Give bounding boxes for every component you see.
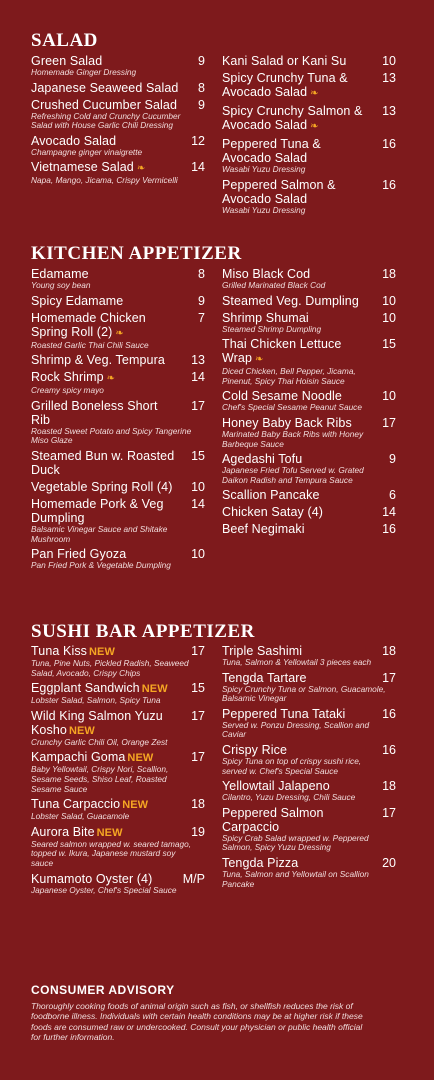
chili-pepper-icon: ❧ [136, 163, 146, 175]
menu-item-description: Homemade Ginger Dressing [31, 67, 137, 77]
menu-item-name-line [222, 743, 396, 757]
menu-item-price: 17 [191, 644, 205, 658]
menu-item-price: 15 [191, 448, 205, 463]
menu-item [31, 370, 205, 396]
menu-item-name-line [31, 311, 205, 341]
menu-item-name-line [31, 497, 205, 525]
menu-item-name-line [31, 81, 205, 95]
menu-item-name-line [222, 54, 396, 68]
menu-item-price: 8 [198, 80, 205, 95]
menu-item-name-line [222, 294, 396, 308]
kitchen-right-column [222, 267, 396, 539]
menu-item [222, 505, 396, 519]
new-badge: NEW [141, 683, 168, 696]
menu-item-name-line [31, 872, 205, 886]
menu-item-description: Crunchy Garlic Chili Oil, Orange Zest [31, 736, 168, 747]
menu-item-name: Shrimp & Veg. Tempura [31, 353, 165, 368]
menu-item-name-line [31, 54, 205, 68]
menu-item [31, 644, 205, 678]
menu-item-name: Chicken Satay (4) [222, 505, 324, 520]
menu-item [31, 294, 205, 308]
menu-item [31, 81, 205, 95]
menu-item-name: Steamed Veg. Dumpling [222, 293, 359, 308]
menu-item-description: Japanese Fried Tofu Served w. Grated Daikon Radish and Tempura Sauce [222, 465, 364, 485]
menu-item-description: Served w. Ponzu Dressing, Scallion and Caviar [222, 719, 370, 740]
menu-item-name-line [31, 449, 205, 477]
menu-item-name-line [222, 505, 396, 519]
menu-item-name: Rock Shrimp [31, 370, 104, 385]
menu-item-description: Chef's Special Sesame Peanut Sauce [222, 402, 362, 413]
menu-item-name: Miso Black Cod [222, 267, 311, 281]
menu-item-name: Peppered Tuna & Avocado Salad [222, 137, 321, 165]
menu-item-price: 17 [382, 670, 396, 685]
menu-item [222, 644, 396, 668]
chili-pepper-icon: ❧ [106, 373, 116, 385]
menu-item-price: 13 [382, 71, 396, 85]
menu-item-description: Refreshing Cold and Crunchy Cucumber Salad with House Garlic Chili Dressing [31, 110, 181, 131]
menu-item-price: 17 [191, 750, 205, 765]
menu-item-price: 7 [198, 310, 205, 325]
menu-item [222, 337, 396, 386]
menu-item [31, 547, 205, 571]
menu-item-price: 10 [191, 547, 205, 562]
menu-item-price: 16 [382, 177, 396, 192]
menu-item-name-line [222, 337, 396, 367]
menu-item-name-line [222, 389, 396, 403]
menu-item-description: Wasabi Yuzu Dressing [222, 204, 306, 215]
menu-item-price: 15 [382, 337, 396, 352]
menu-item-name: Tengda Pizza [222, 855, 299, 870]
menu-item-price: 9 [198, 97, 205, 112]
menu-item-name-line [31, 825, 205, 840]
menu-item-name: Wild King Salmon Yuzu Kosho [31, 708, 163, 737]
menu-item-price: 14 [191, 496, 205, 511]
menu-item [31, 134, 205, 158]
menu-item-name-line [222, 311, 396, 325]
menu-item [31, 497, 205, 544]
menu-item-name: Crushed Cucumber Salad [31, 97, 178, 112]
menu-item [31, 797, 205, 822]
menu-item-name: Vegetable Spring Roll (4) [31, 479, 173, 494]
menu-item [222, 311, 396, 335]
menu-item [31, 98, 205, 131]
menu-item-name: Edamame [31, 267, 89, 281]
menu-item-name: Scallion Pancake [222, 488, 320, 503]
menu-item-name: Peppered Salmon Carpaccio [222, 805, 324, 834]
menu-item-name: Cold Sesame Noodle [222, 389, 342, 404]
menu-item-description: Spicy Crab Salad wrapped w. Peppered Salmon, Spicy Yuzu Dressing [222, 832, 369, 853]
menu-item-name-line [31, 399, 205, 427]
menu-item-name-line [31, 797, 205, 812]
menu-item [31, 750, 205, 794]
menu-item-description: Seared salmon wrapped w. seared tamago, topped w. Ikura, Japanese mustard soy sauce [31, 838, 192, 868]
chili-pepper-icon: ❧ [115, 327, 124, 339]
menu-item-name: Avocado Salad [31, 133, 117, 148]
menu-item-description: Lobster Salad, Salmon, Spicy Tuna [31, 695, 161, 706]
menu-item [31, 353, 205, 367]
menu-item-name-line [31, 709, 205, 738]
menu-item-name: Eggplant Sandwich [31, 681, 140, 696]
menu-item-price: 17 [382, 805, 396, 820]
menu-item-description: Marinated Baby Back Ribs with Honey Barbeque Sauce [222, 428, 364, 449]
new-badge: NEW [89, 646, 115, 658]
menu-item-name: Triple Sashimi [222, 644, 303, 658]
sushi-right-column [222, 644, 396, 892]
menu-item-name-line [31, 370, 205, 386]
menu-item-name: Homemade Pork & Veg Dumpling [31, 496, 164, 525]
menu-item-name: Spicy Crunchy Salmon & Avocado Salad [222, 104, 363, 132]
menu-item-name-line [222, 71, 396, 101]
menu-item-price: 16 [382, 137, 396, 151]
menu-item-name: Agedashi Tofu [222, 452, 303, 467]
menu-item-description: Tuna, Salmon and Yellowtail on Scallion Pancake [222, 868, 369, 889]
menu-item-name: Aurora Bite [31, 824, 95, 839]
menu-item-description: Roasted Sweet Potato and Spicy Tangerine Miso Glaze [31, 425, 192, 446]
salad-left-column [31, 54, 205, 189]
menu-item-name-line [222, 488, 396, 502]
menu-item [222, 743, 396, 776]
menu-item [222, 294, 396, 308]
menu-item-description: Spicy Tuna on top of crispy sushi rice, served w. Chef's Special Sauce [222, 755, 362, 776]
menu-item-name: Grilled Boneless Short Rib [31, 398, 158, 427]
menu-item [31, 449, 205, 477]
section-title-kitchen-appetizer: KITCHEN APPETIZER [31, 243, 242, 264]
menu-item-name: Vietnamese Salad [31, 160, 134, 175]
menu-item-price: 10 [382, 54, 396, 68]
menu-item-price: 9 [198, 293, 205, 308]
new-badge: NEW [96, 826, 123, 839]
menu-item-name-line [222, 104, 396, 134]
menu-item [222, 137, 396, 175]
menu-item [222, 104, 396, 134]
menu-item-price: 19 [191, 824, 205, 839]
menu-item-name-line [222, 267, 396, 281]
menu-item-name: Tuna Kiss [31, 644, 88, 658]
menu-item-name-line [222, 137, 396, 165]
menu-item-description: Creamy spicy mayo [31, 385, 104, 396]
menu-item [31, 681, 205, 706]
new-badge: NEW [122, 799, 149, 812]
menu-item-description: Tuna, Pine Nuts, Pickled Radish, Seaweed Salad, Avocado, Crispy Chips [31, 658, 189, 678]
menu-item [31, 872, 205, 896]
menu-item-name-line [222, 178, 396, 206]
menu-item-name-line [222, 856, 396, 870]
menu-item-price: 18 [382, 779, 396, 794]
menu-item-price: 9 [389, 452, 396, 467]
new-badge: NEW [68, 724, 95, 737]
salad-right-column [222, 54, 396, 218]
chili-pepper-icon: ❧ [310, 88, 319, 99]
menu-item-description: Lobster Salad, Guacamole [31, 811, 130, 822]
menu-item-name-line [222, 779, 396, 793]
menu-item-name: Homemade Chicken Spring Roll (2) [31, 310, 146, 339]
menu-item-name: Tengda Tartare [222, 670, 307, 685]
menu-item-name: Honey Baby Back Ribs [222, 415, 352, 430]
menu-item-name-line [31, 98, 205, 112]
menu-item-name-line [222, 522, 396, 536]
menu-item [31, 399, 205, 446]
menu-item-name-line [222, 644, 396, 658]
menu-item-name: Kani Salad or Kani Su [222, 54, 347, 68]
menu-item-description: Baby Yellowtail, Crispy Nori, Scallion, Sesame Seeds, Shiso Leaf, Roasted Sesame Sauce [31, 764, 169, 794]
menu-item-price: 16 [382, 522, 396, 537]
menu-item [31, 825, 205, 869]
menu-item-description: Diced Chicken, Bell Pepper, Jicama, Pinenut, Spicy Thai Hoisin Sauce [222, 366, 356, 386]
menu-item-price: 17 [191, 398, 205, 413]
menu-item [222, 71, 396, 101]
menu-item-name: Kumamoto Oyster (4) [31, 871, 153, 886]
section-title-sushi-bar-appetizer: SUSHI BAR APPETIZER [31, 621, 255, 642]
menu-item-name-line [222, 671, 396, 685]
menu-item-price: 8 [198, 267, 205, 281]
menu-item-name-line [31, 681, 205, 696]
menu-item-price: 10 [382, 293, 396, 308]
menu-item-price: 13 [382, 104, 396, 118]
menu-item-price: 10 [382, 389, 396, 404]
menu-item-name-line [31, 294, 205, 308]
menu-item-description: Grilled Marinated Black Cod [222, 280, 326, 290]
menu-item-price: 16 [382, 742, 396, 757]
menu-item-price: 10 [191, 479, 205, 494]
menu-item-name-line [31, 160, 205, 176]
menu-item-price: 12 [191, 133, 205, 148]
menu-item [31, 311, 205, 351]
menu-item [31, 267, 205, 291]
consumer-advisory-title: CONSUMER ADVISORY [31, 983, 175, 997]
menu-item-description: Steamed Shrimp Dumpling [222, 323, 322, 334]
menu-item-name: Japanese Seaweed Salad [31, 80, 179, 95]
menu-item-price: 14 [191, 160, 205, 175]
menu-item-description: Tuna, Salmon & Yellowtail 3 pieces each [222, 657, 372, 667]
menu-item-name: Spicy Crunchy Tuna & Avocado Salad [222, 71, 348, 99]
menu-item-name: Yellowtail Jalapeno [222, 779, 330, 794]
menu-item [222, 806, 396, 853]
menu-item [222, 707, 396, 740]
consumer-advisory-text: Thoroughly cooking foods of animal origin such as fish, or shellfish reduces the risk of foodborne illness. Individuals with certain health conditions may be at higher risk if these foods are consumed raw or undercooked. Consult your physician or public health official for further information. [31, 1001, 363, 1042]
menu-item-description: Japanese Oyster, Chef's Special Sauce [31, 884, 177, 895]
menu-item-price: 13 [191, 353, 205, 368]
menu-item [222, 779, 396, 803]
menu-item-name-line [31, 134, 205, 148]
menu-item-description: Spicy Crunchy Tuna or Salmon, Guacamole, Balsamic Vinegar [222, 683, 386, 704]
menu-item-name-line [31, 750, 205, 765]
menu-item [31, 480, 205, 494]
chili-pepper-icon: ❧ [310, 121, 319, 132]
menu-item-name: Crispy Rice [222, 742, 287, 757]
menu-item [31, 54, 205, 78]
menu-item [222, 671, 396, 704]
menu-item-description: Champagne ginger vinaigrette [31, 146, 143, 157]
menu-item-description: Pan Fried Pork & Vegetable Dumpling [31, 560, 171, 571]
menu-item-price: 14 [382, 505, 396, 520]
menu-item-price: 18 [382, 267, 396, 281]
menu-item-name: Peppered Salmon & Avocado Salad [222, 177, 336, 206]
menu-item-name: Thai Chicken Lettuce Wrap [222, 337, 342, 366]
menu-item-price: 15 [191, 681, 205, 696]
menu-item-name: Peppered Tuna Tataki [222, 706, 346, 721]
menu-item [31, 709, 205, 748]
menu-item-price: 17 [382, 415, 396, 430]
menu-item-price: 16 [382, 706, 396, 721]
menu-item [222, 54, 396, 68]
menu-item-name-line [222, 416, 396, 430]
menu-item-price: 18 [382, 644, 396, 658]
menu-item-description: Wasabi Yuzu Dressing [222, 164, 306, 174]
menu-item [222, 488, 396, 502]
menu-item-name-line [222, 806, 396, 834]
menu-item-name-line [31, 353, 205, 367]
menu-item [222, 267, 396, 291]
chili-pepper-icon: ❧ [255, 354, 264, 366]
menu-item [31, 160, 205, 186]
menu-item-description: Balsamic Vinegar Sauce and Shitake Mushroom [31, 523, 168, 544]
menu-item-name: Shrimp Shumai [222, 310, 309, 325]
menu-item-name: Tuna Carpaccio [31, 797, 121, 812]
menu-item-name: Kampachi Goma [31, 750, 126, 765]
sushi-left-column [31, 644, 205, 898]
menu-item-description: Cilantro, Yuzu Dressing, Chili Sauce [222, 792, 356, 803]
menu-item [222, 178, 396, 216]
menu-item-price: 6 [389, 488, 396, 503]
menu-item-name: Pan Fried Gyoza [31, 547, 127, 562]
menu-item-name-line [222, 452, 396, 466]
menu-item-name-line [31, 547, 205, 561]
new-badge: NEW [127, 752, 154, 765]
menu-item-description: Young soy bean [31, 280, 91, 290]
menu-item-description: Napa, Mango, Jicama, Crispy Vermicelli [31, 175, 178, 186]
menu-item-name-line [31, 480, 205, 494]
menu-item-price: 14 [191, 370, 205, 385]
menu-item-name: Green Salad [31, 54, 103, 68]
menu-item-price: 10 [382, 310, 396, 325]
menu-item [222, 452, 396, 485]
menu-item [222, 856, 396, 889]
menu-item-price: 20 [382, 855, 396, 870]
menu-item-name: Beef Negimaki [222, 522, 305, 537]
menu-item-price: 9 [198, 54, 205, 68]
menu-item-price: M/P [182, 871, 205, 886]
menu-item-name: Spicy Edamame [31, 293, 124, 308]
menu-item-name-line [31, 267, 205, 281]
kitchen-left-column [31, 267, 205, 574]
menu-item-name: Steamed Bun w. Roasted Duck [31, 448, 175, 477]
menu-item [222, 522, 396, 536]
menu-item [222, 389, 396, 413]
menu-item-description: Roasted Garlic Thai Chili Sauce [31, 339, 149, 350]
menu-item-name-line [31, 644, 205, 659]
menu-item-price: 18 [191, 797, 205, 812]
menu-item [222, 416, 396, 449]
section-title-salad: SALAD [31, 30, 98, 51]
menu-item-name-line [222, 707, 396, 721]
menu-item-price: 17 [191, 708, 205, 723]
